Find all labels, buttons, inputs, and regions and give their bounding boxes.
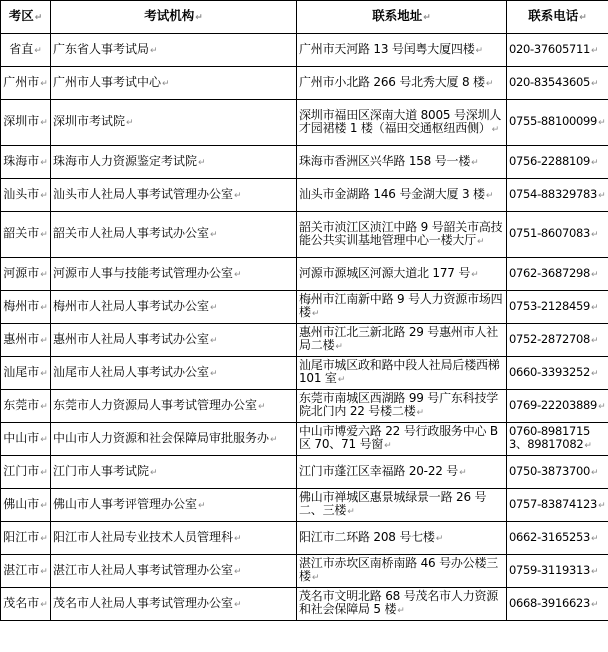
table-row	[1, 291, 608, 324]
region-cell-text: 梅州市	[3, 298, 40, 313]
region-cell	[1, 100, 51, 146]
phone-cell-text: 0660-3393252	[509, 364, 591, 379]
org-cell-text: 阳江市人社局专业技术人员管理科	[53, 529, 234, 544]
region-cell-text: 广州市	[3, 74, 40, 89]
paragraph-mark: ↵	[270, 434, 278, 445]
paragraph-mark: ↵	[459, 467, 467, 478]
phone-cell	[507, 291, 608, 324]
table-row	[1, 423, 608, 456]
table-row	[1, 588, 608, 621]
org-cell	[51, 212, 297, 258]
region-cell-text: 惠州市	[3, 331, 40, 346]
paragraph-mark: ↵	[40, 401, 48, 412]
table-row	[1, 258, 608, 291]
region-cell	[1, 456, 51, 489]
org-cell	[51, 179, 297, 212]
address-cell	[297, 324, 507, 357]
paragraph-mark: ↵	[591, 533, 599, 544]
paragraph-mark: ↵	[598, 401, 606, 412]
phone-cell	[507, 146, 608, 179]
table-row	[1, 324, 608, 357]
address-cell-text: 珠海市香洲区兴华路 158 号一楼	[299, 153, 471, 168]
paragraph-mark: ↵	[40, 467, 48, 478]
org-cell-text: 汕头市人社局人事考试管理办公室	[53, 186, 234, 201]
phone-cell	[507, 212, 608, 258]
address-cell	[297, 390, 507, 423]
address-cell	[297, 67, 507, 100]
address-cell	[297, 423, 507, 456]
org-cell	[51, 423, 297, 456]
org-cell-text: 韶关市人社局人事考试办公室	[53, 226, 210, 240]
paragraph-mark: ↵	[40, 190, 48, 201]
paragraph-mark: ↵	[471, 269, 479, 280]
header-org: 考试机构↵	[51, 1, 297, 34]
table-row	[1, 67, 608, 100]
address-cell-text: 汕头市金湖路 146 号金湖大厦 3 楼	[299, 186, 485, 201]
paragraph-mark: ↵	[150, 467, 158, 478]
address-cell	[297, 489, 507, 522]
org-cell	[51, 291, 297, 324]
region-cell-text: 珠海市	[3, 153, 40, 168]
phone-cell	[507, 456, 608, 489]
paragraph-mark: ↵	[234, 269, 242, 280]
paragraph-mark: ↵	[40, 78, 48, 89]
address-cell-text: 汕尾市城区政和路中段人社局后楼西梯 101 室	[299, 358, 500, 385]
region-cell	[1, 357, 51, 390]
org-cell-text: 湛江市人社局人事考试管理办公室	[53, 562, 234, 577]
paragraph-mark: ↵	[591, 335, 599, 346]
paragraph-mark: ↵	[477, 236, 485, 247]
phone-cell	[507, 489, 608, 522]
org-cell	[51, 146, 297, 179]
region-cell	[1, 423, 51, 456]
paragraph-mark: ↵	[210, 230, 218, 240]
phone-cell	[507, 100, 608, 146]
region-cell-text: 茂名市	[3, 595, 40, 610]
paragraph-mark: ↵	[337, 375, 346, 385]
paragraph-mark: ↵	[234, 599, 242, 610]
org-cell-text: 东莞市人力资源局人事考试管理办公室	[53, 397, 258, 412]
table-row	[1, 390, 608, 423]
region-cell	[1, 588, 51, 621]
table-row	[1, 357, 608, 390]
phone-cell-text: 0754-88329783	[509, 186, 598, 201]
paragraph-mark: ↵	[598, 190, 606, 201]
org-cell-text: 梅州市人社局人事考试办公室	[53, 298, 210, 313]
paragraph-mark: ↵	[234, 190, 242, 201]
table-row	[1, 489, 608, 522]
region-cell	[1, 258, 51, 291]
region-cell-text: 汕尾市	[3, 364, 40, 379]
address-cell-text: 东莞市南城区西湖路 99 号广东科技学院北门内 22 号楼二楼	[299, 391, 499, 418]
phone-cell-text: 0756-2288109	[509, 153, 591, 168]
paragraph-mark: ↵	[40, 269, 48, 280]
address-cell	[297, 146, 507, 179]
address-cell	[297, 212, 507, 258]
org-cell	[51, 456, 297, 489]
paragraph-mark: ↵	[591, 78, 599, 89]
org-cell	[51, 100, 297, 146]
phone-cell-text: 0769-22203889	[509, 397, 598, 412]
table-row	[1, 146, 608, 179]
org-cell	[51, 522, 297, 555]
org-cell-text: 汕尾市人社局人事考试办公室	[53, 364, 210, 379]
region-cell-text: 河源市	[3, 265, 40, 280]
address-cell-text: 河源市源城区河源大道北 177 号	[299, 265, 471, 280]
paragraph-mark: ↵	[598, 118, 606, 128]
paragraph-mark: ↵	[397, 606, 405, 616]
paragraph-mark: ↵	[34, 45, 42, 56]
phone-cell	[507, 258, 608, 291]
table-header-row	[1, 1, 608, 34]
paragraph-mark: ↵	[591, 599, 599, 610]
phone-cell-text: 0668-3916623	[509, 595, 591, 610]
phone-cell-text: 020-37605711	[509, 41, 591, 56]
header-region: 考区↵	[1, 1, 51, 34]
address-cell	[297, 34, 507, 67]
paragraph-mark: ↵	[591, 157, 599, 168]
paragraph-mark: ↵	[485, 78, 494, 89]
paragraph-mark: ↵	[258, 401, 266, 412]
address-cell-text: 广州市天河路 13 号闰粤大厦四楼	[299, 41, 475, 56]
phone-cell	[507, 588, 608, 621]
address-cell	[297, 588, 507, 621]
paragraph-mark: ↵	[210, 302, 218, 313]
org-cell-text: 中山市人力资源和社会保障局审批服务办	[53, 430, 270, 445]
table-row	[1, 34, 608, 67]
region-cell	[1, 212, 51, 258]
org-cell-text: 佛山市人事考评管理办公室	[53, 496, 198, 511]
phone-cell	[507, 390, 608, 423]
paragraph-mark: ↵	[234, 533, 242, 544]
table-row	[1, 456, 608, 489]
paragraph-mark: ↵	[591, 566, 599, 577]
region-cell	[1, 67, 51, 100]
table-row	[1, 555, 608, 588]
phone-cell	[507, 555, 608, 588]
paragraph-mark: ↵	[591, 269, 599, 280]
paragraph-mark: ↵	[435, 533, 444, 544]
org-cell-text: 惠州市人社局人事考试办公室	[53, 331, 210, 346]
phone-cell-text: 0762-3687298	[509, 265, 591, 280]
region-cell	[1, 291, 51, 324]
address-cell-text: 湛江市赤坎区南桥南路 46 号办公楼三楼	[299, 556, 499, 583]
phone-cell-text: 0750-3873700	[509, 463, 591, 478]
paragraph-mark: ↵	[40, 335, 48, 346]
org-cell	[51, 555, 297, 588]
phone-cell-text: 0757-83874123	[509, 496, 598, 511]
org-cell-text: 珠海市人力资源鉴定考试院	[53, 153, 198, 168]
address-cell	[297, 179, 507, 212]
paragraph-mark: ↵	[210, 335, 218, 346]
paragraph-mark: ↵	[311, 573, 320, 583]
region-cell-text: 阳江市	[3, 529, 40, 544]
address-cell-text: 深圳市福田区深南大道 8005 号深圳人才园裙楼 1 楼（福田交通枢纽西侧）	[299, 107, 502, 135]
header-phone: 联系电话↵	[507, 1, 608, 34]
address-cell	[297, 522, 507, 555]
org-cell-text: 江门市人事考试院	[53, 463, 150, 478]
table-row	[1, 522, 608, 555]
org-cell-text: 河源市人事与技能考试管理办公室	[53, 265, 234, 280]
region-cell-text: 东莞市	[3, 397, 40, 412]
region-cell-text: 湛江市	[3, 562, 40, 577]
region-cell-text: 深圳市	[3, 114, 40, 128]
paragraph-mark: ↵	[591, 45, 599, 56]
table-row	[1, 100, 608, 146]
address-cell	[297, 100, 507, 146]
paragraph-mark: ↵	[598, 500, 606, 511]
region-cell	[1, 555, 51, 588]
paragraph-mark: ↵	[475, 45, 483, 56]
address-cell-text: 江门市蓬江区幸福路 20-22 号	[299, 463, 459, 478]
header-address: 联系地址↵	[297, 1, 507, 34]
paragraph-mark: ↵	[210, 368, 218, 379]
address-cell-text: 梅州市江南新中路 9 号人力资源市场四楼	[299, 292, 503, 319]
phone-cell	[507, 67, 608, 100]
org-cell	[51, 390, 297, 423]
phone-cell-text: 0760-89817153、89817082	[509, 424, 591, 451]
phone-cell-text: 0759-3119313	[509, 562, 591, 577]
paragraph-mark: ↵	[591, 302, 599, 313]
paragraph-mark: ↵	[384, 441, 392, 451]
paragraph-mark: ↵	[40, 599, 48, 610]
region-cell	[1, 179, 51, 212]
paragraph-mark: ↵	[591, 467, 599, 478]
paragraph-mark: ↵	[198, 157, 206, 168]
org-cell-text: 广东省人事考试局	[53, 41, 150, 56]
paragraph-mark: ↵	[40, 368, 48, 379]
paragraph-mark: ↵	[234, 566, 242, 577]
paragraph-mark: ↵	[584, 441, 592, 451]
paragraph-mark: ↵	[40, 434, 48, 445]
paragraph-mark: ↵	[162, 78, 170, 89]
address-cell-text: 韶关市浈江区浈江中路 9 号韶关市高技能公共实训基地管理中心一楼大厅	[299, 219, 503, 247]
address-cell-text: 茂名市文明北路 68 号茂名市人力资源和社会保障局 5 楼	[299, 589, 499, 616]
region-cell	[1, 324, 51, 357]
phone-cell-text: 0755-88100099	[509, 114, 598, 128]
paragraph-mark: ↵	[40, 500, 48, 511]
region-cell	[1, 489, 51, 522]
phone-cell	[507, 34, 608, 67]
address-cell	[297, 555, 507, 588]
paragraph-mark: ↵	[198, 500, 206, 511]
paragraph-mark: ↵	[491, 124, 500, 135]
phone-cell-text: 0753-2128459	[509, 298, 591, 313]
table-row	[1, 179, 608, 212]
table-body	[1, 34, 608, 621]
region-cell-text: 汕头市	[3, 186, 40, 201]
org-cell	[51, 34, 297, 67]
phone-cell	[507, 423, 608, 456]
paragraph-mark: ↵	[126, 118, 134, 128]
org-cell	[51, 258, 297, 291]
region-cell	[1, 34, 51, 67]
paragraph-mark: ↵	[150, 45, 158, 56]
org-cell-text: 深圳市考试院	[53, 114, 126, 128]
address-cell-text: 佛山市禅城区惠景城绿景一路 26 号二、三楼	[299, 490, 487, 517]
region-cell	[1, 146, 51, 179]
paragraph-mark: ↵	[471, 157, 479, 168]
address-cell-text: 中山市博爱六路 22 号行政服务中心 B 区 70、71 号窗	[299, 424, 498, 451]
phone-cell	[507, 522, 608, 555]
region-cell	[1, 522, 51, 555]
paragraph-mark: ↵	[335, 342, 343, 352]
org-cell	[51, 588, 297, 621]
paragraph-mark: ↵	[591, 230, 599, 240]
address-cell-text: 阳江市二环路 208 号七楼	[299, 529, 435, 544]
phone-cell	[507, 179, 608, 212]
address-cell	[297, 258, 507, 291]
region-cell-text: 韶关市	[3, 226, 40, 240]
region-cell-text: 佛山市	[3, 496, 40, 511]
region-cell	[1, 390, 51, 423]
address-cell	[297, 291, 507, 324]
org-cell	[51, 324, 297, 357]
phone-cell-text: 020-83543605	[509, 74, 591, 89]
address-cell-text: 广州市小北路 266 号北秀大厦 8 楼	[299, 74, 485, 89]
paragraph-mark: ↵	[311, 309, 320, 319]
region-cell-text: 中山市	[3, 430, 40, 445]
paragraph-mark: ↵	[591, 368, 599, 379]
org-cell	[51, 489, 297, 522]
paragraph-mark: ↵	[40, 533, 48, 544]
paragraph-mark: ↵	[485, 190, 494, 201]
org-cell	[51, 357, 297, 390]
phone-cell-text: 0752-2872708	[509, 331, 591, 346]
paragraph-mark: ↵	[40, 302, 48, 313]
org-cell	[51, 67, 297, 100]
region-cell-text: 省直	[9, 41, 34, 56]
address-cell	[297, 456, 507, 489]
address-cell-text: 惠州市江北三新北路 29 号惠州市人社局二楼	[299, 325, 499, 352]
paragraph-mark: ↵	[40, 118, 48, 128]
phone-cell	[507, 357, 608, 390]
phone-cell-text: 0662-3165253	[509, 529, 591, 544]
paragraph-mark: ↵	[347, 507, 355, 517]
paragraph-mark: ↵	[40, 566, 48, 577]
phone-cell	[507, 324, 608, 357]
org-cell-text: 广州市人事考试中心	[53, 74, 162, 89]
phone-cell-text: 0751-8607083	[509, 226, 591, 240]
org-cell-text: 茂名市人社局人事考试管理办公室	[53, 595, 234, 610]
paragraph-mark: ↵	[40, 230, 48, 240]
table-row	[1, 212, 608, 258]
paragraph-mark: ↵	[40, 157, 48, 168]
address-cell	[297, 357, 507, 390]
region-cell-text: 江门市	[3, 463, 40, 478]
paragraph-mark: ↵	[416, 408, 424, 418]
